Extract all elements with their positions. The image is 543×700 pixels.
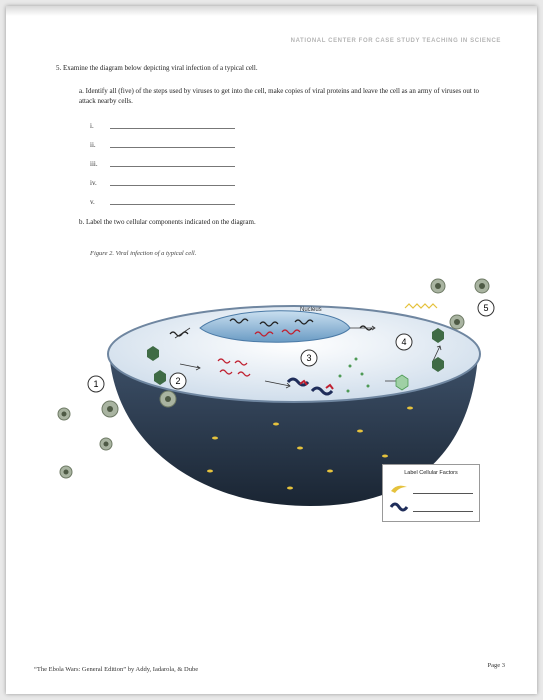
legend-title: Label Cellular Factors bbox=[404, 470, 458, 476]
step-4-number: 4 bbox=[401, 337, 407, 347]
footer-citation: “The Ebola Wars: General Edition” by Addy, Iadarola, & Dube bbox=[34, 666, 199, 673]
answer-line bbox=[110, 128, 235, 129]
virus bbox=[475, 279, 489, 293]
step-3-marker bbox=[301, 350, 317, 366]
document-page bbox=[6, 6, 537, 694]
step-2-marker bbox=[170, 373, 186, 389]
step-1-number: 1 bbox=[93, 379, 99, 389]
step-5-marker bbox=[478, 300, 494, 316]
question-5: 5. Examine the diagram below depicting viral infection of a typical cell. bbox=[56, 64, 258, 72]
blank-ii[interactable] bbox=[90, 141, 96, 149]
step-3-number: 3 bbox=[306, 353, 312, 363]
header-watermark: NATIONAL CENTER FOR CASE STUDY TEACHING IN SCIENCE bbox=[290, 38, 501, 44]
answer-line bbox=[110, 147, 235, 148]
blank-iv[interactable] bbox=[90, 179, 97, 187]
step-2-number: 2 bbox=[175, 376, 181, 386]
virus bbox=[102, 401, 118, 417]
legend-box bbox=[382, 464, 480, 522]
question-5b: b. Label the two cellular components indicated on the diagram. bbox=[79, 218, 256, 226]
step-1-marker bbox=[88, 376, 104, 392]
blank-iii[interactable] bbox=[90, 160, 98, 168]
blank-i[interactable] bbox=[90, 122, 94, 130]
virus bbox=[58, 408, 70, 420]
factor-navy-icon bbox=[389, 501, 409, 513]
virus bbox=[60, 466, 72, 478]
blank-label: v. bbox=[90, 198, 95, 206]
answer-line bbox=[110, 204, 235, 205]
answer-line bbox=[110, 166, 235, 167]
legend-answer-line-2[interactable] bbox=[413, 511, 473, 512]
question-5a: a. Identify all (five) of the steps used by viruses to get into the cell, make copies of viral proteins and leave the cell as an army of viruses out to attack nearby cells. bbox=[79, 87, 480, 105]
blank-label: iii. bbox=[90, 160, 98, 168]
virus bbox=[431, 279, 445, 293]
answer-line bbox=[110, 185, 235, 186]
legend-answer-line-1[interactable] bbox=[413, 493, 473, 494]
blank-label: i. bbox=[90, 122, 94, 130]
blank-label: ii. bbox=[90, 141, 96, 149]
virus bbox=[100, 438, 112, 450]
budding-spikes bbox=[405, 304, 437, 308]
virus bbox=[450, 315, 464, 329]
blank-label: iv. bbox=[90, 179, 97, 187]
figure-caption: Figure 2. Viral infection of a typical cell. bbox=[90, 250, 197, 257]
blank-v[interactable] bbox=[90, 198, 95, 206]
virus bbox=[160, 391, 176, 407]
step-5-number: 5 bbox=[483, 303, 489, 313]
nucleus-label: Nucleus bbox=[300, 307, 322, 313]
page-number: Page 3 bbox=[487, 662, 505, 669]
top-edge bbox=[6, 6, 537, 16]
factor-yellow-icon bbox=[389, 483, 409, 495]
step-4-marker bbox=[396, 334, 412, 350]
